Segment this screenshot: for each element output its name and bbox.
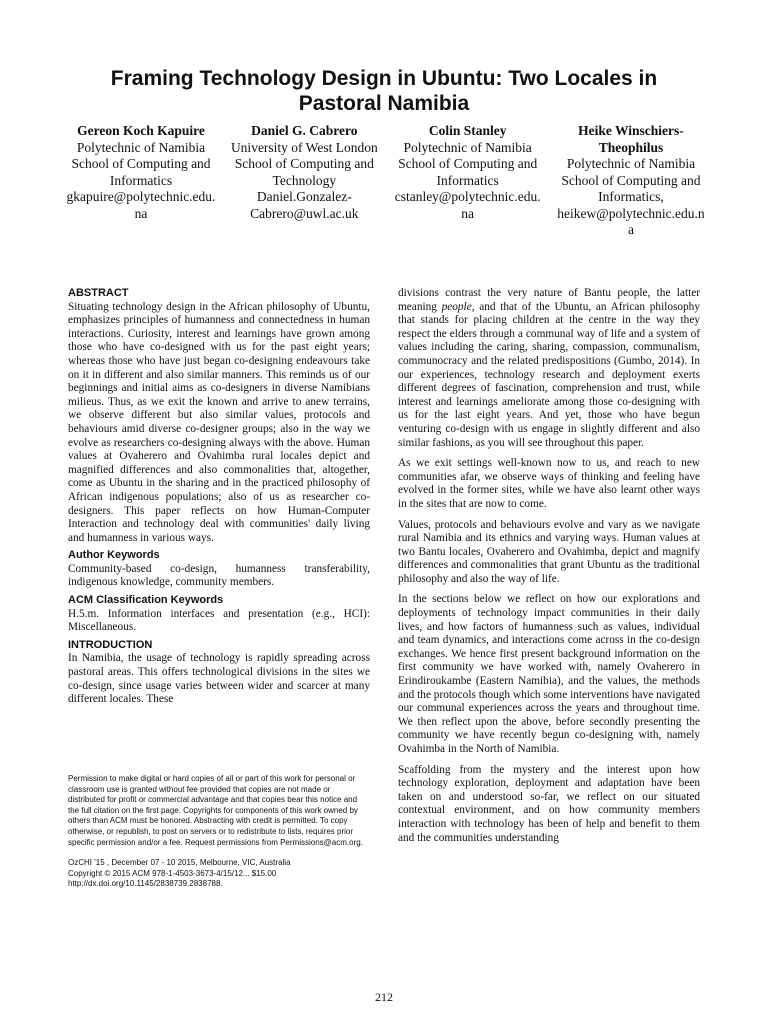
author-dept: School of Computing and Technology (234, 156, 374, 188)
copyright-line: Copyright © 2015 ACM 978-1-4503-3673-4/15/12... $15.00 (68, 868, 277, 878)
author-name: Colin Stanley (428, 123, 507, 138)
author-dept: School of Computing and Informatics (71, 156, 211, 188)
author-name: Heike Winschiers-Theophilus (578, 123, 684, 155)
author-affiliation: Polytechnic of Namibia (76, 139, 206, 155)
abstract-heading: ABSTRACT (68, 287, 129, 299)
author-email: heikew@polytechnic.edu.na (557, 205, 705, 237)
copyright-block (68, 774, 368, 890)
body-paragraph-1: divisions contrast the very nature of Bantu people, the latter meaning people, and that of the Ubuntu, an African philosophy that stands for placing children at the centre in the way they respect the elders through a communal way of life and a system of values including the caring, sharing, compassion, communalism, communocracy and the related predispositions (Gumbo, 2014). In our experiences, technology research and deployment exerts different degrees of fascination, comprehension and trust, while interest and learnings ameliorate among those co-designing with us for the last eight years. And yet, those who have begun venturing co-design with us engage in slightly different and also similar fashions, as you will see throughout this paper. (398, 287, 700, 449)
author-affiliation: Polytechnic of Namibia (566, 156, 696, 171)
page-number: 212 (375, 990, 393, 1004)
author-email: cstanley@polytechnic.edu.na (394, 189, 541, 221)
introduction-heading: INTRODUCTION (68, 638, 153, 651)
doi-link[interactable]: http://dx.doi.org/10.1145/2838739.2838788. (68, 879, 223, 889)
author-dept: School of Computing and Informatics, (561, 172, 701, 204)
author-name: Gereon Koch Kapuire (77, 123, 205, 138)
author-affiliation: University of West London (230, 139, 378, 155)
body-paragraph-2: As we exit settings well-known now to us, and reach to new communities afar, we observe ways of thinking and feeling have evolved in the former sites, while we have also learnt other ways in the sites that are now to come. (398, 457, 700, 510)
abstract-text: Situating technology design in the African philosophy of Ubuntu, emphasizes principles of humanness and connectedness in human interactions. Curiosity, interest and learnings have grown among those who have co-designed with us for the past eight years; whereas those who have just began co-designing endeavours take on it in different and also similar manners. This reminds us of our beginnings and initial aims as co-designers in diverse Namibians milieus. Thus, as we exit the known and arrive to anew terrains, we observe different but also similar values, protocols and behaviours amid diverse co-designer groups; also in the way we evolve as researchers co-designing always with the above. Human values at Ovaherero and Ovahimba rural locales depict and magnified differences and also commonalities that, altogether, come as Ubuntu in the sharing and in the practiced philosophy of African indigenous populations; also of us as researcher co-designers. This paper reflects on how Human-Computer Interaction and technology deal with communities' daily living and humanness in various ways. (68, 300, 370, 544)
permission-notice: Permission to make digital or hard copies of all or part of this work for personal or classroom use is granted without fee provided that copies are not made or distributed for profit or commercial advantage and that copies bear this notice and the full citation on the first page. Copyrights for components of this work owned by others than ACM must be honored. Abstracting with credit is permitted. To copy otherwise, or republish, to post on servers or to redistribute to lists, requires prior specific permission and/or a fee. Request permissions from Permissions@acm.org. (68, 774, 363, 847)
author-block (66, 123, 706, 239)
acm-text: H.5.m. Information interfaces and presentation (e.g., HCI): Miscellaneous. (68, 607, 370, 634)
author-dept: School of Computing and Informatics (398, 156, 538, 188)
conference-line: OzCHI '15 , December 07 - 10 2015, Melbourne, VIC, Australia (68, 858, 291, 868)
paper-title: Framing Technology Design in Ubuntu: Two Locales in Pastoral Namibia (110, 67, 658, 115)
body-paragraph-4: In the sections below we reflect on how our explorations and deployments of technology impact communities in their daily lives, and how factors of humanness such as values, individual and team dynamics, and interactions come across in the co-design exchanges. We hence first present background information on the first community we have worked with, namely Ovaherero in Erindiroukambe (Eastern Namibia), and the values, the methods and the protocols though which some interventions have navigated our communal experiences across the years and throughout time. We then reflect upon the above, before secondly presenting the community we have recently begun co-designing with, namely Ovahimba in the North of Namibia. (398, 593, 700, 755)
author-2 (229, 123, 379, 239)
author-affiliation: Polytechnic of Namibia (403, 139, 532, 155)
author-email: gkapuire@polytechnic.edu.na (66, 189, 216, 221)
left-column (68, 287, 370, 707)
introduction-text-left: In Namibia, the usage of technology is rapidly spreading across pastoral areas. This offers technological divisions in the sites we co-design, since usage varies between wider and scarcer at many different locales. These (68, 652, 370, 706)
author-4 (556, 123, 706, 239)
body-paragraph-5: Scaffolding from the mystery and the interest upon how technology exploration, deployment and adaptation have been taken on and understood so-far, we reflect on our situated contextual environment, and on how community members interaction with technology has been of help and benefit to them and the communities understanding (398, 763, 700, 844)
body-paragraph-3: Values, protocols and behaviours evolve and vary as we navigate rural Namibia and its ethnics and varying ways. Human values at two Bantu locales, Ovaherero and Ovahimba, depict and magnify differences and commonalities that grant Ubuntu as the traditional philosophy and also the way of life. (398, 518, 700, 585)
author-1 (66, 123, 216, 239)
keywords-text: Community-based co-design, humanness transferability, indigenous knowledge, community members. (68, 562, 370, 589)
author-name: Daniel G. Cabrero (251, 123, 358, 138)
acm-heading: ACM Classification Keywords (68, 594, 224, 607)
italic-term: people (441, 300, 472, 313)
author-email: Daniel.Gonzalez-Cabrero@uwl.ac.uk (250, 189, 359, 221)
keywords-heading: Author Keywords (68, 549, 160, 562)
right-column (398, 287, 700, 852)
author-3 (393, 123, 543, 239)
